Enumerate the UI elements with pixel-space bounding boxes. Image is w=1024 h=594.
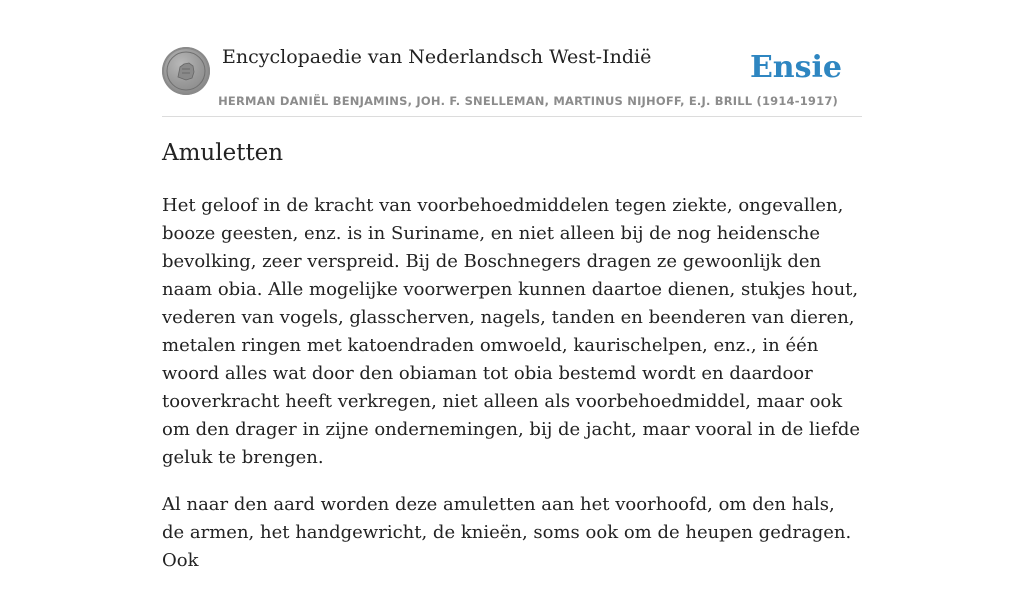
ensie-logo-link[interactable]: Ensie: [749, 50, 842, 85]
book-title[interactable]: Encyclopaedie van Nederlandsch West-Indië: [222, 46, 652, 68]
authors-line: HERMAN DANIËL BENJAMINS, JOH. F. SNELLEMAN, MARTINUS NIJHOFF, E.J. BRILL (1914-1917): [218, 94, 838, 108]
site-header: [162, 40, 862, 117]
entry-body: [162, 192, 862, 594]
entry-paragraph: Het geloof in de kracht van voorbehoedmiddelen tegen ziekte, ongevallen, booze geesten, enz. is in Suriname, en niet alleen bij de nog heidensche bevolking, zeer verspreid. Bij de Boschnegers dragen ze gewoonlijk den naam obia. Alle mogelijke voorwerpen kunnen daartoe dienen, stukjes hout, vederen van vogels, glasscherven, nagels, tanden en beenderen van dieren, metalen ringen met katoendraden omwoeld, kaurischelpen, enz., in één woord alles wat door den obiaman tot obia bestemd wordt en daardoor tooverkracht heeft verkregen, niet alleen als voorbehoedmiddel, maar ook om den drager in zijne ondernemingen, bij de jacht, maar vooral in de liefde geluk te brengen.: [162, 195, 861, 468]
coin-seal-icon[interactable]: [162, 47, 210, 95]
entry-paragraph: Al naar den aard worden deze amuletten aan het voorhoofd, om den hals, de armen, het handgewricht, de knieën, soms ook om de heupen gedragen. Ook: [162, 494, 852, 571]
entry-title: Amuletten: [162, 140, 284, 166]
